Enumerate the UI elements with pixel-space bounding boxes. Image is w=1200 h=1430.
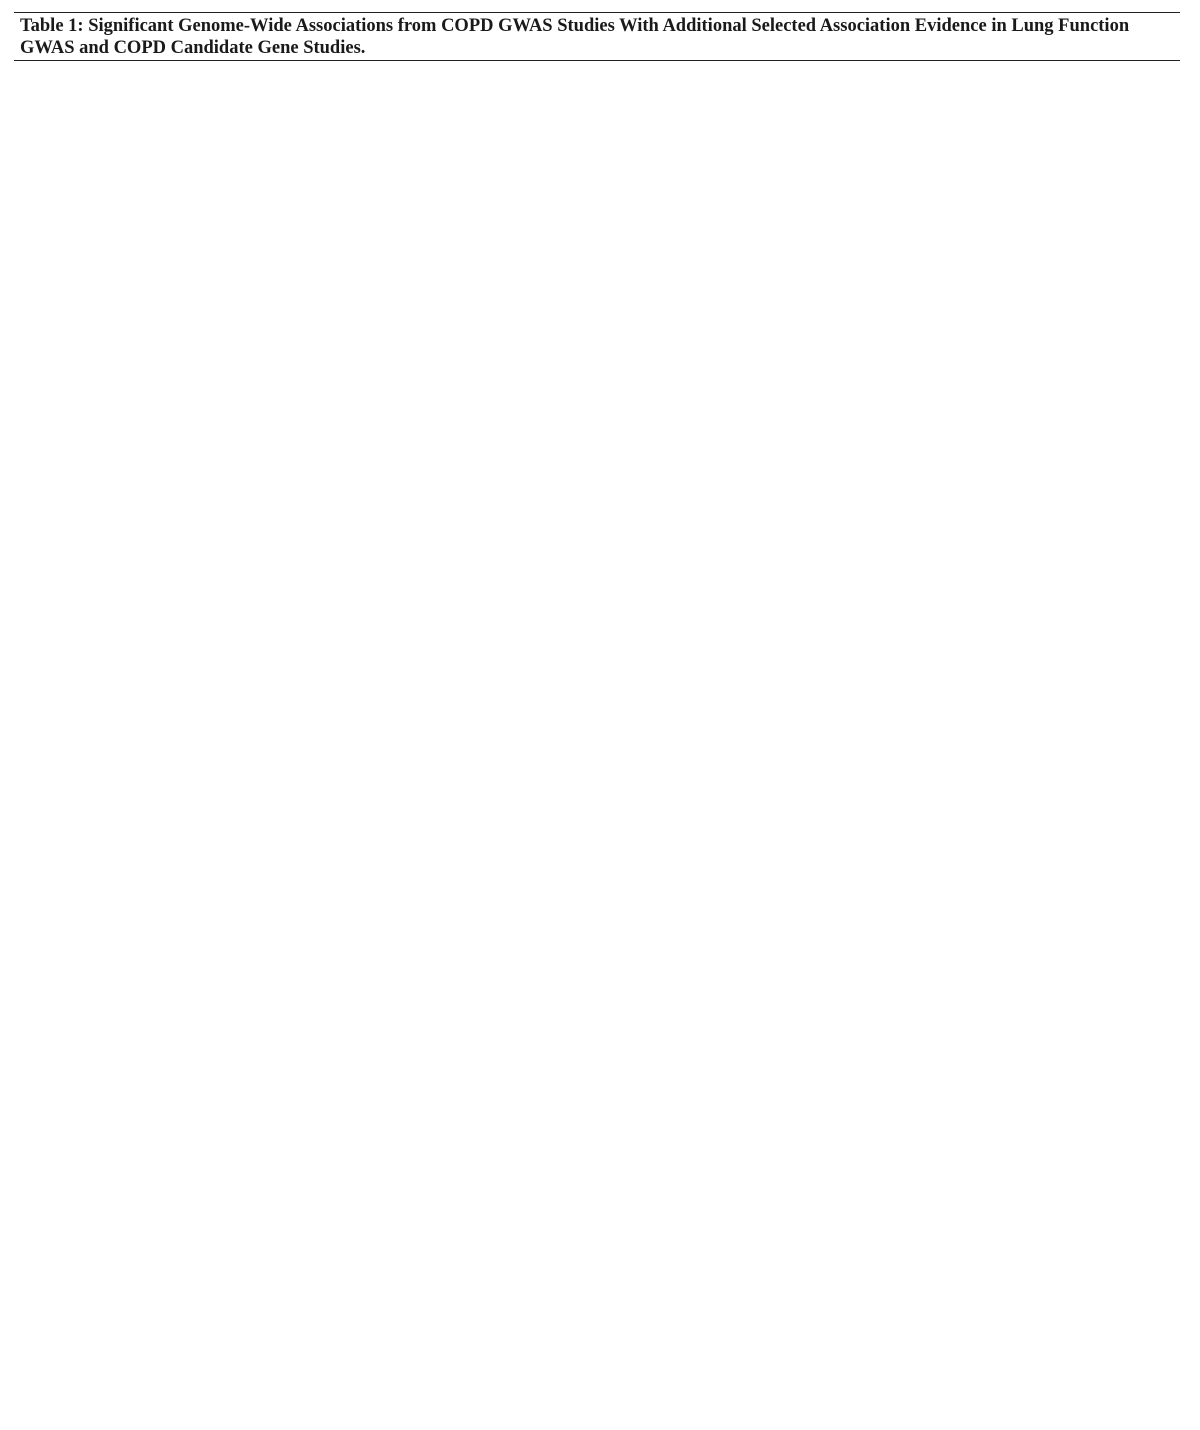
- table-title: Table 1: Significant Genome-Wide Associations from COPD GWAS Studies With Additional Selected Association Evidence in Lung Function GWAS and COPD Candidate Gene Studies.: [14, 12, 1180, 60]
- table-footnote: [14, 60, 1180, 65]
- document: [14, 12, 1180, 65]
